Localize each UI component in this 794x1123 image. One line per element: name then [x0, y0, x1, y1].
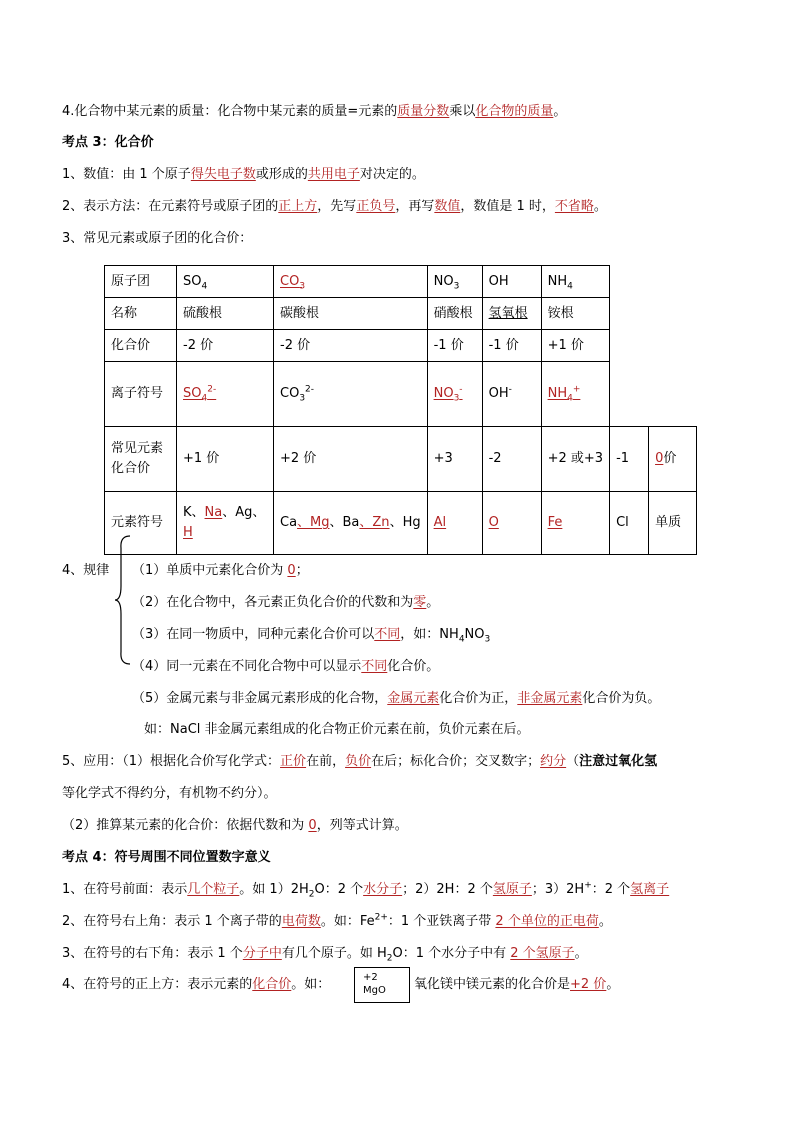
- compound-mass-line: [62, 102, 566, 122]
- table-cell: O: [482, 492, 541, 555]
- table-cell: K、Na、Ag、 H: [177, 492, 274, 555]
- number-meaning-3: 3、在符号的右下角：表示 1 个分子中有几个原子。如 $H_2O$：1 个水分子中有 2 个氢原子。: [62, 946, 588, 964]
- application-line-1b: 等化学式不得约分，有机物不约分）。: [62, 786, 277, 801]
- answer: 正价: [280, 754, 307, 769]
- row-header: 化合价: [105, 330, 177, 362]
- table-cell: -1 价: [482, 330, 541, 362]
- answer: 共用电子: [307, 167, 360, 182]
- text: 2、表示方法：在元素符号或原子团的: [62, 199, 279, 214]
- table-cell: $NH_4^+$: [541, 362, 609, 427]
- text: （1）单质中元素化合价为: [132, 563, 288, 578]
- table-cell: Fe: [541, 492, 609, 555]
- text: （2）推算某元素的化合价：依据代数和为: [62, 818, 309, 833]
- number-meaning-2: 2、在符号右上角：表示 1 个离子带的电荷数。如：$Fe^{2+}$：1 个亚铁离子带 2 个单位的正电荷。: [62, 912, 612, 929]
- valence-value-line: [62, 165, 425, 185]
- answer: 数值: [434, 199, 461, 214]
- text: （: [566, 754, 580, 769]
- table-cell: Al: [427, 492, 482, 555]
- answer: 0: [287, 563, 296, 578]
- table-cell: $CO_3^{2-}$: [274, 362, 428, 427]
- table-cell: -1 价: [427, 330, 482, 362]
- answer: 非金属元素: [517, 691, 583, 706]
- section-heading-kp3: 考点 3：化合价: [62, 135, 154, 150]
- answer: 约分: [540, 754, 567, 769]
- table-cell: +1 价: [177, 427, 274, 492]
- text: 1、数值：由 1 个原子: [62, 167, 191, 182]
- row-header: 离子符号: [105, 362, 177, 427]
- table-cell: -2 价: [274, 330, 428, 362]
- curly-brace-icon: [114, 534, 134, 666]
- text: 。: [593, 199, 607, 214]
- number-meaning-4b: 氧化镁中镁元素的化合价是+2 价。: [414, 977, 620, 992]
- text: ，如：NH: [400, 627, 459, 642]
- table-cell: $NO_3$: [427, 266, 482, 298]
- text: 。: [553, 104, 567, 119]
- rule-2: [132, 593, 439, 613]
- table-cell: -2 价: [177, 330, 274, 362]
- answer: 零: [413, 595, 427, 610]
- table-cell: 0价: [649, 427, 697, 492]
- table-cell: 碳酸根: [274, 298, 428, 330]
- table-cell: +3: [427, 427, 482, 492]
- rule-4: [132, 657, 439, 677]
- application-line-1: [62, 752, 657, 772]
- table-row: [105, 492, 697, 555]
- answer: 负价: [345, 754, 372, 769]
- text: 对决定的。: [359, 167, 425, 182]
- table-cell: Ca、Mg、Ba、Zn、Hg: [274, 492, 428, 555]
- table-cell: OH: [482, 266, 541, 298]
- text: 4.化合物中某元素的质量：化合物中某元素的质量=元素的: [62, 104, 398, 119]
- rule-5: [132, 689, 660, 709]
- text: ；: [295, 563, 309, 578]
- table-row: [105, 330, 697, 362]
- rule-3: （3）在同一物质中，同种元素化合价可以不同，如：$NH_4NO_3$: [132, 627, 491, 645]
- text: 化合价。: [387, 659, 440, 674]
- answer: 金属元素: [387, 691, 440, 706]
- text: 。: [426, 595, 440, 610]
- text: 在后；标化合价；交叉数字；: [371, 754, 541, 769]
- text: ，列等式计算。: [316, 818, 408, 833]
- table-row: [105, 427, 697, 492]
- table-cell: -1: [610, 427, 649, 492]
- answer: 正负号: [356, 199, 396, 214]
- answer: 不同: [374, 627, 401, 642]
- table-cell: -2: [482, 427, 541, 492]
- text: 化合价为正，: [439, 691, 518, 706]
- table-row: [105, 266, 697, 298]
- text: （3）在同一物质中，同种元素化合价可以: [132, 627, 375, 642]
- formula-mgo: MgO: [363, 985, 386, 996]
- section-heading-kp4: 考点 4：符号周围不同位置数字意义: [62, 850, 271, 865]
- table-cell: +2 或+3: [541, 427, 609, 492]
- table-cell: +2 价: [274, 427, 428, 492]
- answer-mass-fraction: 质量分数: [397, 104, 450, 119]
- table-cell: $SO_4$: [177, 266, 274, 298]
- valence-notation-line: [62, 197, 607, 217]
- answer: 正上方: [278, 199, 318, 214]
- common-valence-heading: 3、常见元素或原子团的化合价：: [62, 231, 253, 246]
- valence-mark: +2: [363, 972, 378, 983]
- table-cell: +1 价: [541, 330, 609, 362]
- table-cell: Cl: [610, 492, 649, 555]
- table-cell: 单质: [649, 492, 697, 555]
- number-meaning-4a: 4、在符号的正上方：表示元素的化合价。如：: [62, 977, 331, 992]
- answer: 得失电子数: [190, 167, 256, 182]
- text: ，数值是 1 时，: [460, 199, 555, 214]
- text: 5、应用：（1）根据化合价写化学式：: [62, 754, 281, 769]
- text: ，先写: [317, 199, 357, 214]
- row-header: 名称: [105, 298, 177, 330]
- formula-box: [354, 967, 410, 1003]
- table-row: [105, 298, 697, 330]
- table-cell: OH-: [482, 362, 541, 427]
- valence-table: [104, 265, 697, 555]
- text: 化合价为负。: [582, 691, 661, 706]
- text: 或形成的: [255, 167, 308, 182]
- note-bold: 注意过氧化氢: [579, 754, 658, 769]
- row-header: 原子团: [105, 266, 177, 298]
- table-cell: $CO_3$: [274, 266, 428, 298]
- row-header: 常见元素 化合价: [105, 427, 177, 492]
- table-cell: 硝酸根: [427, 298, 482, 330]
- answer: 不省略: [554, 199, 594, 214]
- table-row: [105, 362, 697, 427]
- row-header: 元素符号: [105, 492, 177, 555]
- table-cell: $SO_4^{2-}$: [177, 362, 274, 427]
- table-cell: 铵根: [541, 298, 609, 330]
- table-cell: 氢氧根: [482, 298, 541, 330]
- rule-example: 如：NaCl 非金属元素组成的化合物正价元素在前，负价元素在后。: [144, 722, 530, 737]
- text: 乘以: [449, 104, 476, 119]
- table-cell: $NO_3^-$: [427, 362, 482, 427]
- rule-1: [132, 561, 309, 581]
- rules-label: 4、规律: [62, 563, 110, 578]
- answer: 不同: [361, 659, 388, 674]
- answer-compound-mass: 化合物的质量: [475, 104, 554, 119]
- text: ，再写: [395, 199, 435, 214]
- text: 在前，: [306, 754, 346, 769]
- table-cell: 硫酸根: [177, 298, 274, 330]
- text: （2）在化合物中，各元素正负化合价的代数和为: [132, 595, 414, 610]
- number-meaning-1: 1、在符号前面：表示几个粒子。如 $1)2H_2O$：2 个水分子；2）2H：2 个氢原子；3）2H+：2 个氢离子: [62, 880, 670, 900]
- application-line-2: [62, 816, 408, 836]
- text: （4）同一元素在不同化合物中可以显示: [132, 659, 362, 674]
- table-cell: $NH_4$: [541, 266, 609, 298]
- text: （5）金属元素与非金属元素形成的化合物，: [132, 691, 388, 706]
- answer: 0: [308, 818, 317, 833]
